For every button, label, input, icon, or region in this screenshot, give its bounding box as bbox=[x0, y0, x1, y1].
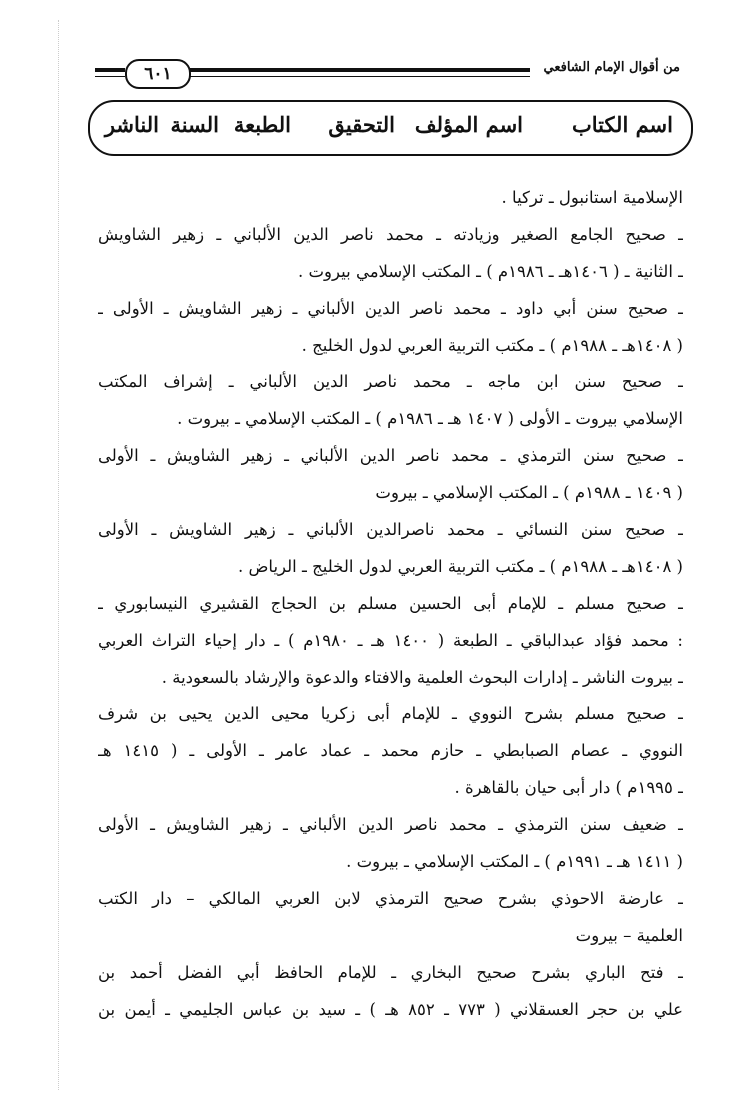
column-publisher: الناشر bbox=[104, 112, 159, 137]
text-line: ـ صحيح الجامع الصغير وزيادته ـ محمد ناصر الدين الألباني ـ زهير الشاويش bbox=[98, 224, 683, 244]
text-line: ـ ١٩٩٥م ) دار أبى حيان بالقاهرة . bbox=[454, 778, 683, 798]
page-edge-guide bbox=[58, 20, 59, 1090]
header-rule-thick bbox=[187, 68, 530, 72]
bibliography-text bbox=[98, 180, 683, 1028]
text-line: الإسلامي بيروت ـ الأولى ( ١٤٠٧ هـ ـ ١٩٨٦م ) ـ المكتب الإسلامي ـ بيروت . bbox=[177, 409, 683, 429]
text-line: ـ فتح الباري بشرح صحيح البخاري ـ للإمام الحافظ أبي الفضل أحمد بن bbox=[98, 962, 683, 982]
text-line: ـ بيروت الناشر ـ إدارات البحوث العلمية والافتاء والدعوة والإرشاد بالسعودية . bbox=[161, 667, 683, 687]
text-line: ـ ضعيف سنن الترمذي ـ محمد ناصر الدين الألباني ـ زهير الشاويش ـ الأولى bbox=[98, 815, 683, 835]
column-headers-box bbox=[88, 100, 693, 156]
text-line: ( ١٤١١ هـ ـ ١٩٩١م ) ـ المكتب الإسلامي ـ بيروت . bbox=[346, 852, 683, 872]
running-header bbox=[95, 58, 680, 90]
header-rule-left-thick bbox=[95, 68, 125, 72]
page-number: ٦٠١ bbox=[125, 59, 191, 89]
text-line: ( ١٤٠٨هـ ـ ١٩٨٨م ) ـ مكتب التربية العربي لدول الخليج ـ الرياض . bbox=[237, 556, 683, 576]
column-edition: الطبعة bbox=[233, 112, 291, 137]
text-line: ـ صحيح مسلم ـ للإمام أبى الحسين مسلم بن الحجاج القشيري النيسابوري ـ bbox=[98, 593, 683, 613]
text-line: ـ صحيح سنن النسائي ـ محمد ناصرالدين الألباني ـ زهير الشاويش ـ الأولى bbox=[98, 520, 683, 540]
text-line: ـ عارضة الاحوذي بشرح صحيح الترمذي لابن العربي المالكي – دار الكتب bbox=[98, 888, 683, 908]
text-line: ـ صحيح سنن الترمذي ـ محمد ناصر الدين الألباني ـ زهير الشاويش ـ الأولى bbox=[98, 446, 683, 466]
text-line: ـ صحيح مسلم بشرح النووي ـ للإمام أبى زكريا محيى الدين يحيى بن شرف bbox=[98, 704, 683, 724]
text-line: ( ١٤٠٩ ـ ١٩٨٨م ) ـ المكتب الإسلامي ـ بيروت bbox=[375, 483, 683, 503]
text-line: ـ الثانية ـ ( ١٤٠٦هـ ـ ١٩٨٦م ) ـ المكتب الإسلامي بيروت . bbox=[298, 261, 683, 281]
text-line: ـ صحيح سنن أبي داود ـ محمد ناصر الدين الألباني ـ زهير الشاويش ـ الأولى ـ bbox=[98, 298, 683, 318]
text-line: العلمية – بيروت bbox=[575, 925, 683, 945]
text-line: علي بن حجر العسقلاني ( ٧٧٣ ـ ٨٥٢ هـ ) ـ سيد بن عباس الجليمي ـ أيمن بن bbox=[98, 999, 683, 1019]
column-verification: التحقيق bbox=[328, 112, 395, 137]
text-line: : محمد فؤاد عبدالباقي ـ الطبعة ( ١٤٠٠ هـ ـ ١٩٨٠م ) ـ دار إحياء التراث العربي bbox=[98, 630, 683, 650]
header-rule-thin bbox=[187, 76, 530, 77]
column-author: اسم المؤلف bbox=[414, 112, 523, 137]
header-rule-left-thin bbox=[95, 76, 125, 77]
column-book-title: اسم الكتاب bbox=[571, 112, 673, 137]
text-line: الإسلامية استانبول ـ تركيا . bbox=[501, 188, 683, 207]
running-header-title: من أقوال الإمام الشافعي bbox=[543, 60, 680, 75]
text-line: النووي ـ عصام الصبابطي ـ حازم محمد ـ عماد عامر ـ الأولى ـ ( ١٤١٥ هـ bbox=[98, 741, 683, 761]
text-line: ـ صحيح سنن ابن ماجه ـ محمد ناصر الدين الألباني ـ إشراف المكتب bbox=[98, 372, 683, 392]
column-year: السنة bbox=[170, 112, 219, 137]
text-line: ( ١٤٠٨هـ ـ ١٩٨٨م ) ـ مكتب التربية العربي لدول الخليج . bbox=[301, 335, 683, 355]
